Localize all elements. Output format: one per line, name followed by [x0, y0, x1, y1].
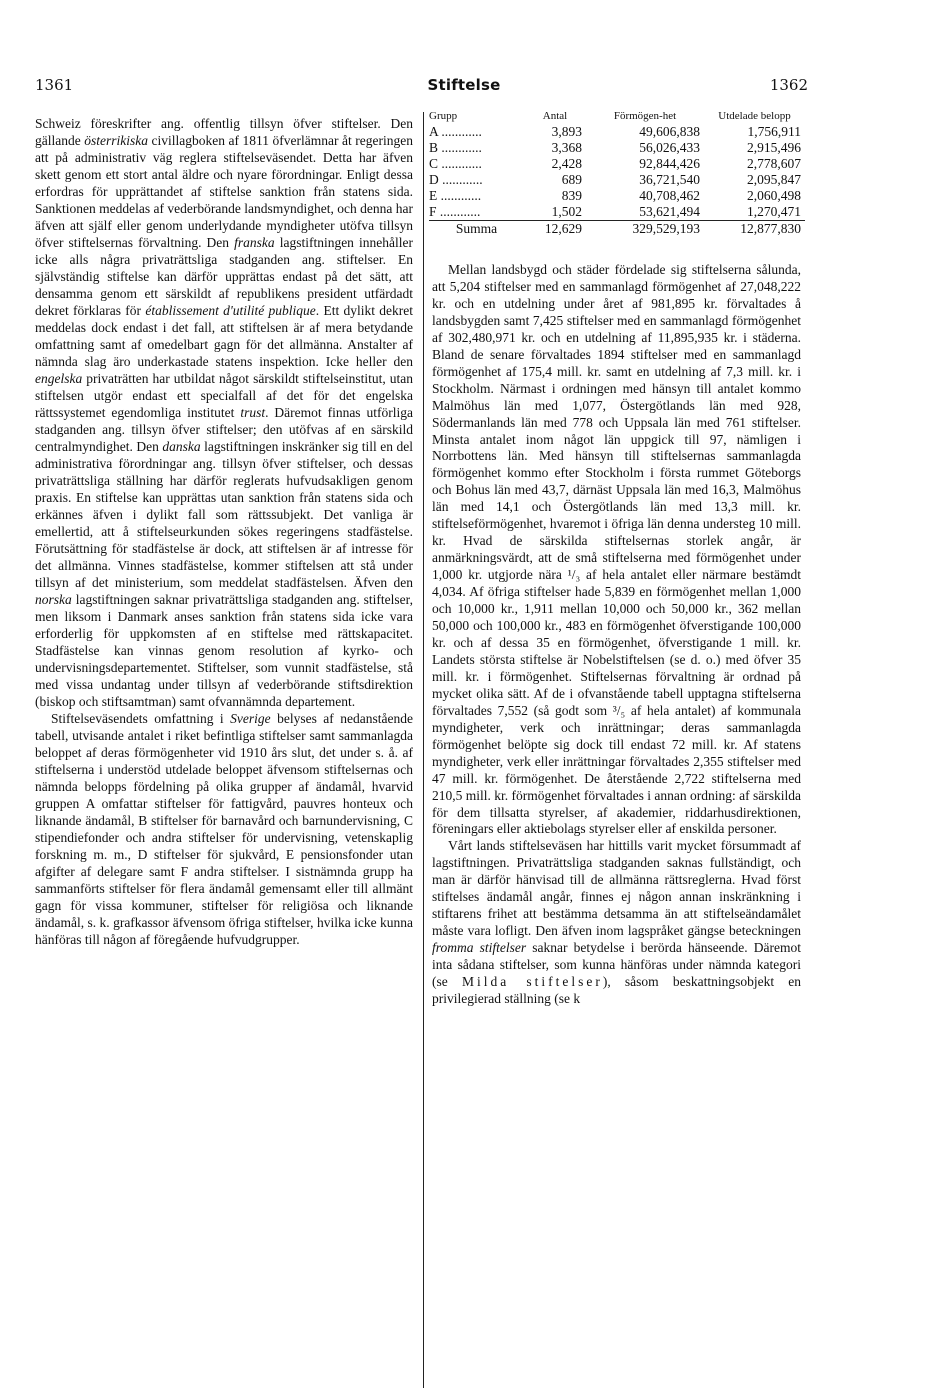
- header-formogenhet: Förmögen-het: [613, 110, 677, 122]
- row-group: F ............: [429, 204, 481, 219]
- sum-antal: 12,629: [524, 221, 586, 238]
- header-utdelade: Utdelade belopp: [718, 110, 791, 122]
- row-formogenhet: 92,844,426: [639, 156, 700, 171]
- sum-label: Summa: [429, 221, 524, 238]
- paragraph-sweden-intro: Stiftelseväsendets omfattning i Sverige belyses af nedanstående tabell, utvisande antalet i riket befintliga stiftelser samt sammanlagda beloppet af deras förmögenheter vid 1910 års slut, det under s. å. af stiftelserna i understöd utdelade beloppet äfvensom stiftelsernas och nämnda belopps fördelning på olika grupper af ändamål, hvarvid gruppen A omfattar stiftelser för fattigvård, pauvres honteux och liknande ändamål, B stiftelser för barnavård och barnundervisning, C stipendiefonder och andra stiftelser för undervisning, vetenskaplig forskning m. m., D stiftelser för sjukvård, E pensionsfonder utan afgifter af delegare samt F andra stiftelser. I sistnämnda grupp ha sammanförts stiftelser för flera ändamål gemensamt eller till allmänt gagn för vissa kommuner, stiftelser för religiösa och liknande ändamål, s. k. grafkassor äfvensom öfriga stiftelser, hvilka icke kunna hänföras till någon af föregående hufvudgrupper.: [35, 711, 413, 947]
- right-column: [432, 262, 801, 1008]
- row-antal: 1,502: [551, 204, 582, 219]
- row-group: A ............: [429, 124, 482, 139]
- paragraph-legislation: Vårt lands stiftelseväsen har hittills varit mycket försummadt af lagstiftningen. Privaträttsliga stadganden saknas fullständigt, och man är därför hänvisad till de allmänna rättsreglerna. Hvad först stiftelses ändamål angår, finnes ej någon annan inskränkning i stiftarens frihet att bestämma detsamma än att stiftelseändamålet måste vara lofligt. Den äfven inom lagspråket gängse beteckningen fromma stiftelser saknar betydelse i berörda hänseende. Däremot inta sådana stiftelser, som kunna hänföras under nämnda kategori (se Milda stiftelser), såsom beskattningsobjekt en privilegierad ställning (se k: [432, 838, 802, 1006]
- row-antal: 3,893: [551, 124, 582, 139]
- row-antal: 2,428: [551, 156, 582, 171]
- left-column: [35, 115, 413, 948]
- paragraph-distribution: Mellan landsbygd och städer fördelade sig stiftelserna sålunda, att 5,204 stiftelser med en sammanlagd förmögenhet af 27,048,222 kr. och en utdelning under året af 981,895 kr. förvaltades å landsbygden samt 7,425 stiftelser med en sammanlagd förmögenhet af 302,480,971 kr. och en utdelning af 11,895,935 kr. i städerna. Bland de senare förvaltades 1894 stiftelser med en sammanlagd förmögenhet af 175,4 mill. kr. samt en utdelning af 7,3 mill. kr. i Stockholm. Närmast i ordningen med hänsyn till antalet kommo Malmöhus län med 1,077, Östergötlands län med 928, Södermanlands län med 778 och Uppsala län med 761 stiftelser. Minsta antalet inom något län uppgick till 97, nämligen i Norrbottens län. Med hänsyn till stiftelsernas sammanlagda förmögenhet kommo efter Stockholm i första rummet Göteborgs och Bohus län med 43,7, därnäst Uppsala län med 16,3, Malmöhus län med 14,1 och Östergötlands län med 13,3 mill. kr. stiftelseförmögenhet, hvaremot i öfriga län denna understeg 10 mill. kr. Hvad de särskilda stiftelsernas storlek angår, är anmärkningsvärdt, att de små stiftelserna med förmögenhet under 1,000 kr. utgjorde nära ¹/₃ af hela antalet eller närmare bestämdt 4,034. Af öfriga stiftelser hade 5,839 en förmögenhet mellan 1,000 och 10,000 kr., 1,911 mellan 10,000 och 50,000 kr., 362 mellan 50,000 och 100,000 kr., 483 en förmögenhet öfverstigande 100,000 kr. och af dessa 35 en förmögenhet, öfverstigande 1 mill. kr. Landets största stiftelse är Nobelstiftelsen (se d. o.) med öfver 35 mill. kr. i förmögenhet. Stiftelsernas förvaltning är ordnad på mycket olika sätt. Af de i ofvanstående tabell upptagna stiftelserna förvaltades 7,552 (så godt som ³/₅ af hela antalet) af kommunala myndigheter, verk och inrättningar; deras sammanlagda förmögenhet belöpte sig dock till endast 72 mill. kr. Af statens myndigheter, verk eller inrättningar förvaltades 2,355 stiftelser med 47 mill. kr. förmögenhet. De återstående 2,722 stiftelserna med 210,5 mill. kr. förmögenhet förvaltades i annan ordning: af särskilda för dem tillsatta styrelser, af akademier, riddarhusdirektionen, föreningars eller aktiebolags styrelser eller af enskilda personer.: [432, 262, 801, 837]
- row-utdelade: 2,060,498: [747, 188, 801, 203]
- row-group: C ............: [429, 156, 482, 171]
- table-sum-row: [429, 221, 805, 238]
- row-antal: 689: [561, 172, 582, 187]
- row-antal: 839: [561, 188, 582, 203]
- sum-utdelade: 12,877,830: [704, 221, 805, 238]
- column-divider: [423, 112, 424, 1388]
- left-page-number: 1361: [35, 76, 74, 94]
- row-utdelade: 1,756,911: [747, 124, 801, 139]
- row-utdelade: 2,778,607: [747, 156, 801, 171]
- row-formogenhet: 53,621,494: [639, 204, 700, 219]
- table-row: [429, 204, 805, 221]
- row-utdelade: 2,095,847: [747, 172, 801, 187]
- row-formogenhet: 36,721,540: [639, 172, 700, 187]
- table-row: [429, 140, 805, 156]
- row-antal: 3,368: [551, 140, 582, 155]
- right-page-number: 1362: [769, 76, 808, 94]
- row-formogenhet: 56,026,433: [639, 140, 700, 155]
- row-utdelade: 1,270,471: [747, 204, 801, 219]
- header-antal: Antal: [542, 110, 568, 122]
- header-grupp: Grupp: [429, 110, 458, 122]
- row-formogenhet: 40,708,462: [639, 188, 700, 203]
- paragraph-foreign-law: Schweiz föreskrifter ang. offentlig tillsyn öfver stiftelser. Den gällande österrikiska civillagboken af 1811 öfverlämnar åt regeringen att på administrativ väg reglera stiftelseväsendet. Detta har äfven skett genom ett stort antal äldre och nyare förordningar. Enligt dessa erfordras för upprättandet af stiftelse sanktion från statens sida. Sanktionen meddelas af vederbörande landsmyndighet, och denna har äfven att själf eller genom underlydande myndigheter utöfva tillsyn öfver stiftelsernas förvaltning. Den franska lagstiftningen innehåller icke alls några privaträttsliga stadganden ang. stiftelser. En självständig stiftelse kan därför upprättas endast på det sätt, att densamma genom ett särskildt af republikens president utfärdadt dekret förklaras för établissement d'utilité publique. Ett dylikt dekret meddelas dock endast i det fall, att stiftelsen är af mera betydande omfattning samt af omedelbart gagn för det allmänna. Anstalter af nämnda slag äro underkastade statens inspektion. Icke heller den engelska privaträtten har utbildat något särskildt stiftelseinstitut, utan stiftelsen utgör endast ett specialfall af det för det engelska rättssystemet egendomliga institutet trust. Däremot finnas utförliga stadganden ang. tillsyn öfver stiftelser; den utöfvas af en särskild centralmyndighet. Den danska lagstiftningen inskränker sig till en del administrativa förordningar ang. tillsyn öfver stiftelser, och dessas privaträttsliga ställning har därför reglerats hufvudsakligen genom praxis. En stiftelse kan upprättas utan sanktion från statens sida och erkännes äfven i dylikt fall som rättssubjekt. Det vanliga är emellertid, att å stiftelseurkunden sökes regeringens stadfästelse. Förutsättning för stadfästelse är dock, att stiftelsen är af intresse för det allmänna. Vinnes stadfästelse, kommer stiftelsen att stå under tillsyn af det ministerium, som meddelat stadfästelsen. Äfven den norska lagstiftningen saknar privaträttsliga stadganden ang. stiftelser, men liksom i Danmark anses sanktion från statens sida icke vara erforderlig för uppkomsten af en stiftelse med rättskapacitet. Stadfästelse kan vinnas genom resolution af kyrko- och undervisningsdepartementet. Stiftelser, som vunnit stadfästelse, stå med vissa undantag under tillsyn af vederbörande stiftsdirektion (biskop och stiftsamtman) samt ofvannämnda departement.: [35, 116, 414, 709]
- table-row: [429, 172, 805, 188]
- sum-formogenhet: 329,529,193: [586, 221, 704, 238]
- table-row: [429, 124, 805, 140]
- table-row: [429, 156, 805, 172]
- page-title: Stiftelse: [427, 76, 501, 94]
- row-group: D ............: [429, 172, 483, 187]
- row-group: B ............: [429, 140, 482, 155]
- row-formogenhet: 49,606,838: [639, 124, 700, 139]
- table-header-row: [429, 111, 805, 124]
- table-row: [429, 188, 805, 204]
- statistics-table: [429, 111, 805, 237]
- row-utdelade: 2,915,496: [747, 140, 801, 155]
- row-group: E ............: [429, 188, 482, 203]
